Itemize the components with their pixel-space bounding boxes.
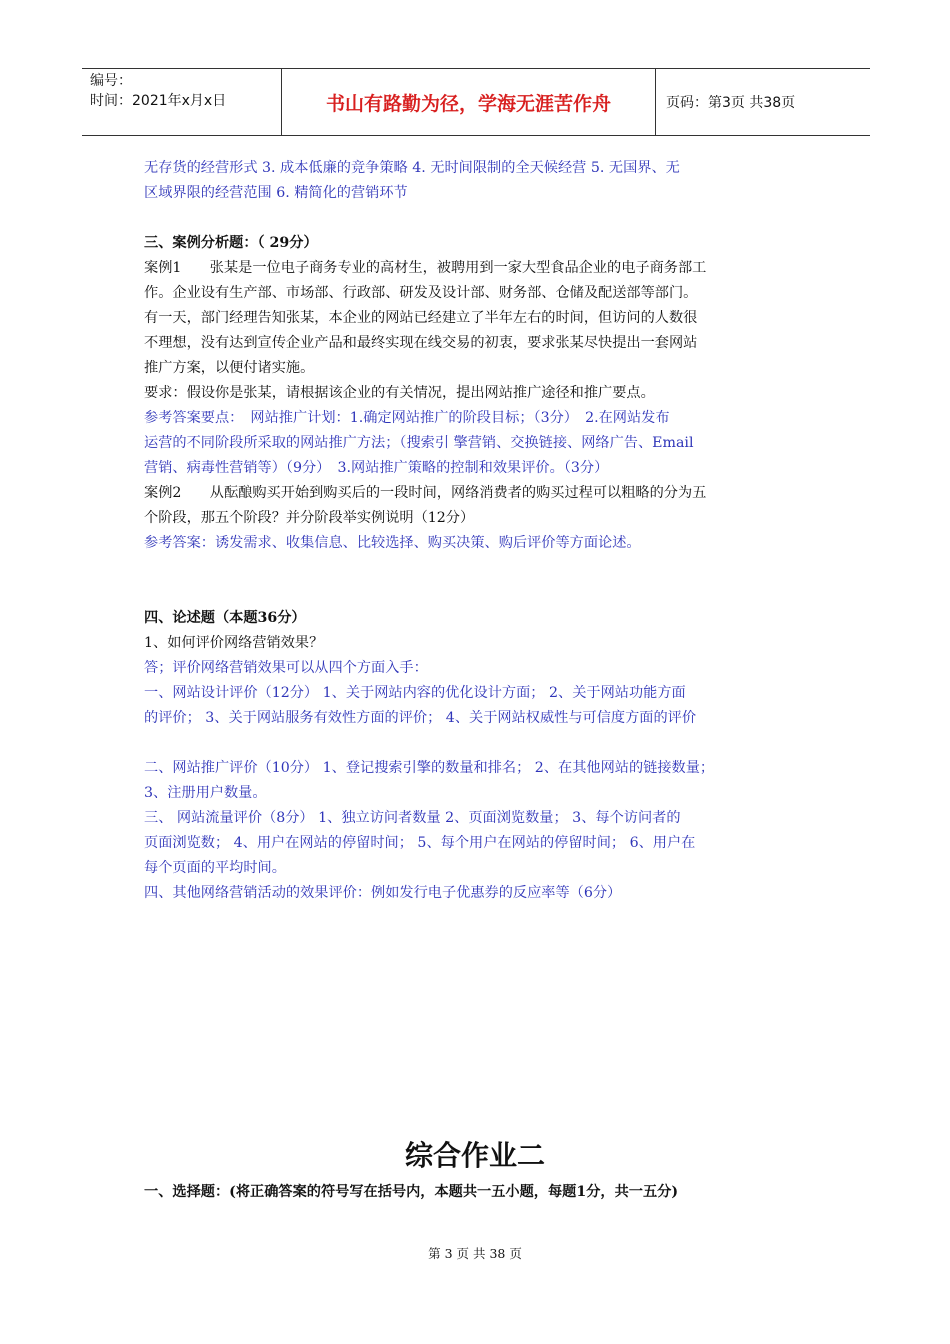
header-meta	[82, 69, 282, 135]
text-line: 参考答案：诱发需求、收集信息、比较选择、购买决策、购后评价等方面论述。	[144, 535, 641, 551]
document-body	[144, 156, 812, 906]
text-line: 三、案例分析题：（ 29分）	[144, 235, 318, 251]
text-line: 1、如何评价网络营销效果？	[144, 635, 324, 651]
section1-heading: 一、选择题：(将正确答案的符号写在括号内，本题共一五小题，每题1分，共一五分)	[144, 1184, 679, 1200]
text-line: 四、论述题（本题36分）	[144, 610, 306, 626]
text-line: 案例2 从酝酿购买开始到购买后的一段时间，网络消费者的购买过程可以粗略的分为五	[144, 485, 707, 501]
text-line: 案例1 张某是一位电子商务专业的高材生，被聘用到一家大型食品企业的电子商务部工	[144, 260, 707, 276]
text-line: 不理想，没有达到宣传企业产品和最终实现在线交易的初衷，要求张某尽快提出一套网站	[144, 335, 698, 351]
text-line: 三、 网站流量评价（8分） 1、独立访问者数量 2、页面浏览数量； 3、每个访问者的	[144, 810, 681, 826]
page-header	[82, 68, 870, 136]
text-line: 一、网站设计评价（12分） 1、关于网站内容的优化设计方面； 2、关于网站功能方面	[144, 685, 686, 701]
page-footer: 第 3 页 共 38 页	[428, 1246, 522, 1261]
text-line: 页面浏览数； 4、用户在网站的停留时间； 5、每个用户在网站的停留时间； 6、用户在	[144, 835, 696, 851]
section-title: 综合作业二	[404, 1139, 545, 1172]
text-line: 3、注册用户数量。	[144, 785, 267, 801]
header-page-info: 页码：第3页 共38页	[666, 95, 796, 111]
text-line: 二、网站推广评价（10分） 1、登记搜索引擎的数量和排名； 2、在其他网站的链接数量；	[144, 760, 715, 776]
text-line	[144, 556, 812, 606]
text-line: 有一天，部门经理告知张某，本企业的网站已经建立了半年左右的时间，但访问的人数很	[144, 310, 698, 326]
time-label: 时间：2021年x月x日	[90, 93, 227, 109]
text-line: 的评价； 3、关于网站服务有效性方面的评价； 4、关于网站权威性与可信度方面的评价	[144, 710, 697, 726]
number-label: 编号：	[90, 73, 132, 89]
text-line: 区域界限的经营范围 6. 精简化的营销环节	[144, 185, 408, 201]
text-line	[144, 731, 812, 756]
text-line: 参考答案要点： 网站推广计划：1.确定网站推广的阶段目标；（3分） 2.在网站发布	[144, 410, 670, 426]
text-line: 要求：假设你是张某，请根据该企业的有关情况，提出网站推广途径和推广要点。	[144, 385, 655, 401]
header-motto: 书山有路勤为径，学海无涯苦作舟	[282, 69, 656, 135]
text-line: 四、其他网络营销活动的效果评价：例如发行电子优惠券的反应率等（6分）	[144, 885, 622, 901]
text-line: 答；评价网络营销效果可以从四个方面入手：	[144, 660, 428, 676]
text-line: 营销、病毒性营销等）（9分） 3.网站推广策略的控制和效果评价。（3分）	[144, 460, 609, 476]
text-line: 运营的不同阶段所采取的网站推广方法；（搜索引 擎营销、交换链接、网络广告、Email	[144, 435, 694, 451]
text-line	[144, 206, 812, 231]
text-line: 无存货的经营形式 3. 成本低廉的竞争策略 4. 无时间限制的全天候经营 5. 无国界、无	[144, 160, 680, 176]
text-line: 作。企业设有生产部、市场部、行政部、研发及设计部、财务部、仓储及配送部等部门。	[144, 285, 698, 301]
text-line: 每个页面的平均时间。	[144, 860, 286, 876]
text-line: 推广方案，以便付诸实施。	[144, 360, 315, 376]
text-line: 个阶段，那五个阶段？并分阶段举实例说明（12分）	[144, 510, 475, 526]
